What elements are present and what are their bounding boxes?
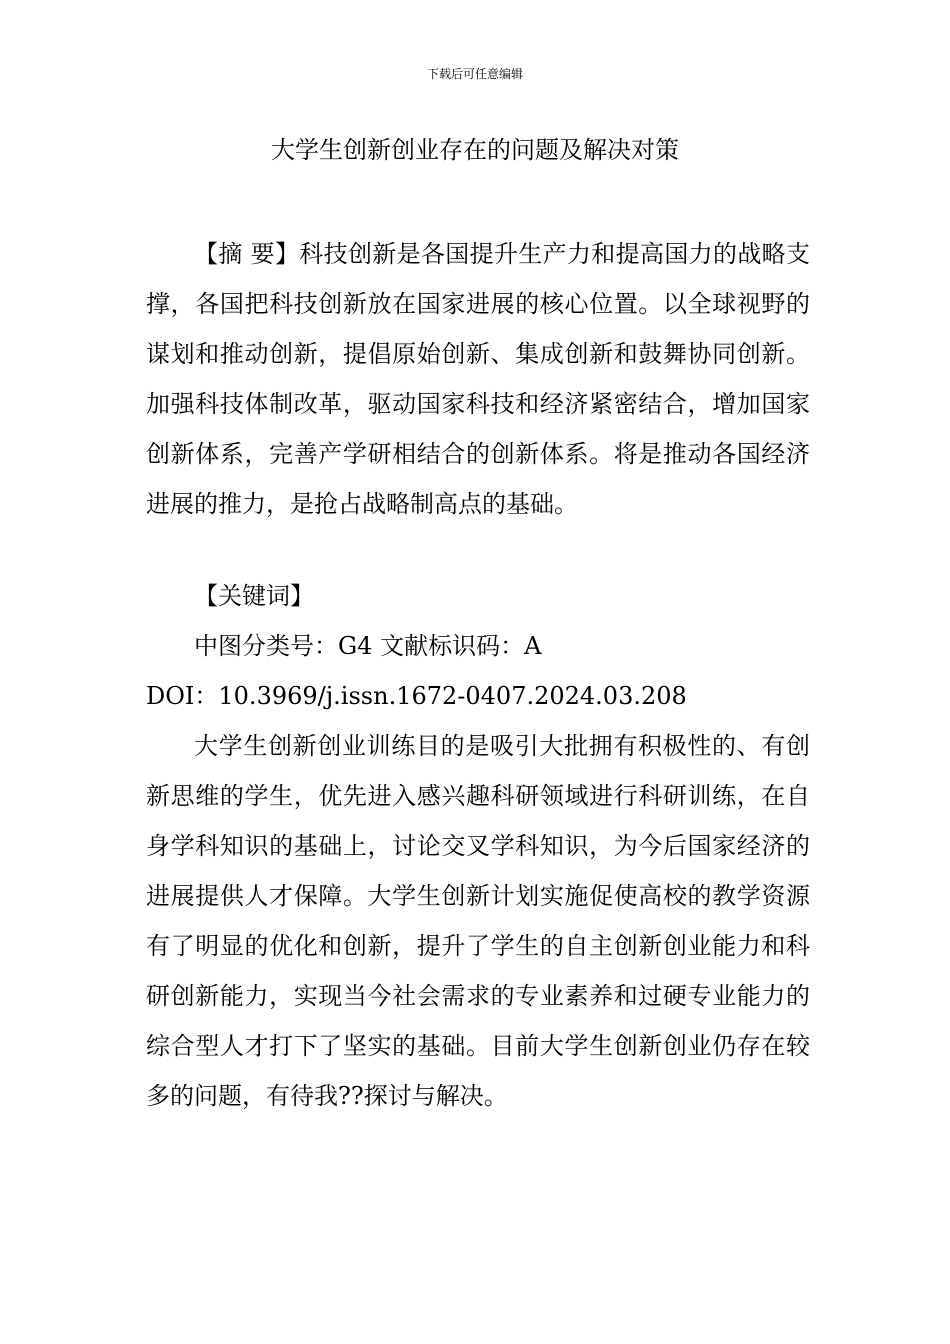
page-header-note: 下载后可任意编辑 <box>426 67 523 81</box>
document-title: 大学生创新创业存在的问题及解决对策 <box>271 136 679 164</box>
keywords-line: 【关键词】 <box>194 582 314 610</box>
body-paragraph: 大学生创新创业训练目的是吸引大批拥有积极性的、有创新思维的学生，优先进入感兴趣科研领域进行科研训练，在自身学科知识的基础上，讨论交叉学科知识，为今后国家经济的进展提供人才保障。大学生创新计划实施促使高校的教学资源有了明显的优化和创新，提升了学生的自主创新创业能力和科研创新能力，实现当今社会需求的专业素养和过硬专业能力的综合型人才打下了坚实的基础。目前大学生创新创业仍存在较多的问题，有待我??探讨与解决。 <box>146 732 810 1110</box>
classification-line: 中图分类号：G4 文献标识码：A <box>194 632 542 660</box>
abstract-paragraph: 【摘 要】科技创新是各国提升生产力和提高国力的战略支撑，各国把科技创新放在国家进展的核心位置。以全球视野的谋划和推动创新，提倡原始创新、集成创新和鼓舞协同创新。加强科技体制改革，驱动国家科技和经济紧密结合，增加国家创新体系，完善产学研相结合的创新体系。将是推动各国经济进展的推力，是抢占战略制高点的基础。 <box>146 240 810 518</box>
doi-line: DOI：10.3969/j.issn.1672-0407.2024.03.208 <box>146 682 687 710</box>
document-body <box>146 229 810 1121</box>
